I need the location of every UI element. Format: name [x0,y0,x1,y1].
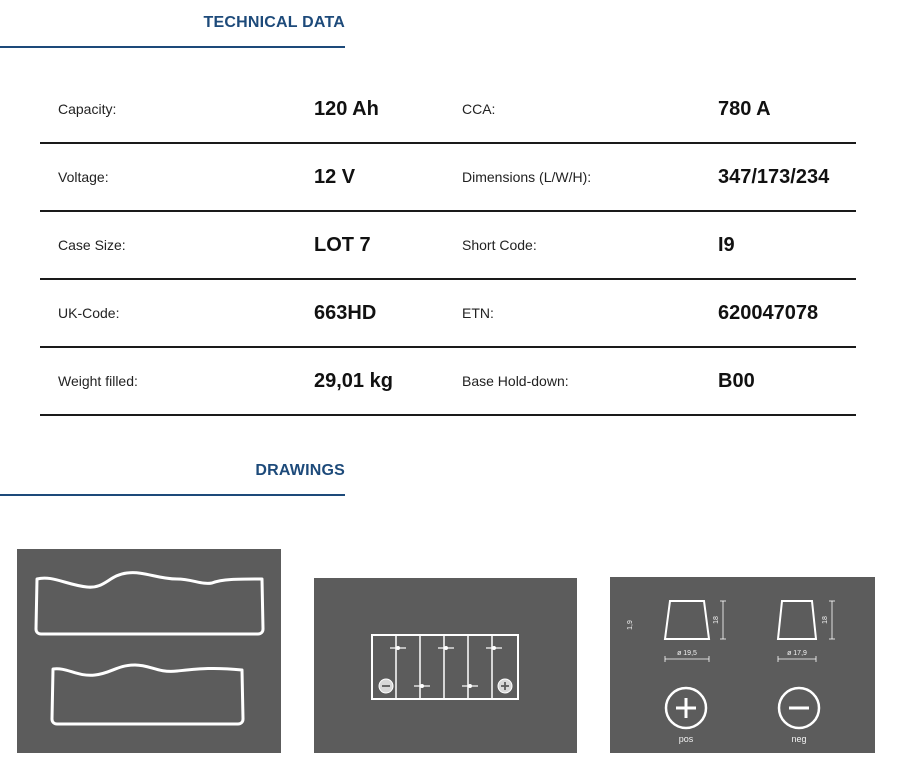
spec-label: ETN: [462,305,494,321]
case-outline-svg [17,549,281,753]
side-dimension-text: 1,9 [627,620,634,630]
pos-height-text: 18 [713,616,720,624]
pos-label: pos [678,734,694,744]
terminal-dimensions-svg [610,577,875,753]
cell-dividers [396,635,492,699]
pos-diameter-text: ø 19,5 [677,650,697,657]
neg-height-text: 18 [822,616,829,624]
spec-label: Case Size: [58,237,126,253]
spec-row [40,348,856,416]
spec-label: Short Code: [462,237,537,253]
positive-terminal-icon [498,679,512,693]
case-outline-drawing [17,549,281,753]
positive-post-shape [665,601,709,639]
cell-connectors [390,647,502,688]
spec-row [40,144,856,212]
spec-table [40,76,856,416]
spec-value: 663HD [314,301,377,324]
technical-data-title: TECHNICAL DATA [203,14,345,31]
spec-value: 780 A [718,97,771,120]
spec-label: Weight filled: [58,373,138,389]
spec-row [40,76,856,144]
battery-top-outline [372,635,518,699]
drawings-heading [0,448,345,496]
terminal-layout-drawing [314,578,577,753]
spec-label: UK-Code: [58,305,120,321]
spec-label: Base Hold-down: [462,373,569,389]
spec-label: Dimensions (L/W/H): [462,169,592,185]
spec-row [40,212,856,280]
spec-label: Capacity: [58,101,117,117]
terminal-layout-svg [314,578,577,753]
plus-icon [666,688,706,728]
negative-terminal-icon [379,679,393,693]
minus-icon [779,688,819,728]
spec-value: B00 [718,369,755,392]
spec-label: CCA: [462,101,496,117]
spec-value: 620047078 [718,301,819,324]
neg-diameter-text: ø 17,9 [787,650,807,657]
case-side-view-outline [52,665,243,724]
spec-value: 29,01 kg [314,369,393,392]
spec-value: 347/173/234 [718,165,830,188]
terminal-dimensions-drawing [610,577,875,753]
spec-value: 120 Ah [314,97,379,120]
spec-value: LOT 7 [314,233,371,256]
drawings-title: DRAWINGS [255,462,345,479]
neg-label: neg [791,734,807,744]
spec-value: 12 V [314,165,356,188]
spec-value: I9 [718,233,735,256]
spec-label: Voltage: [58,169,109,185]
negative-post-shape [778,601,816,639]
spec-row [40,280,856,348]
technical-data-heading [0,0,345,48]
case-top-view-outline [36,573,263,634]
